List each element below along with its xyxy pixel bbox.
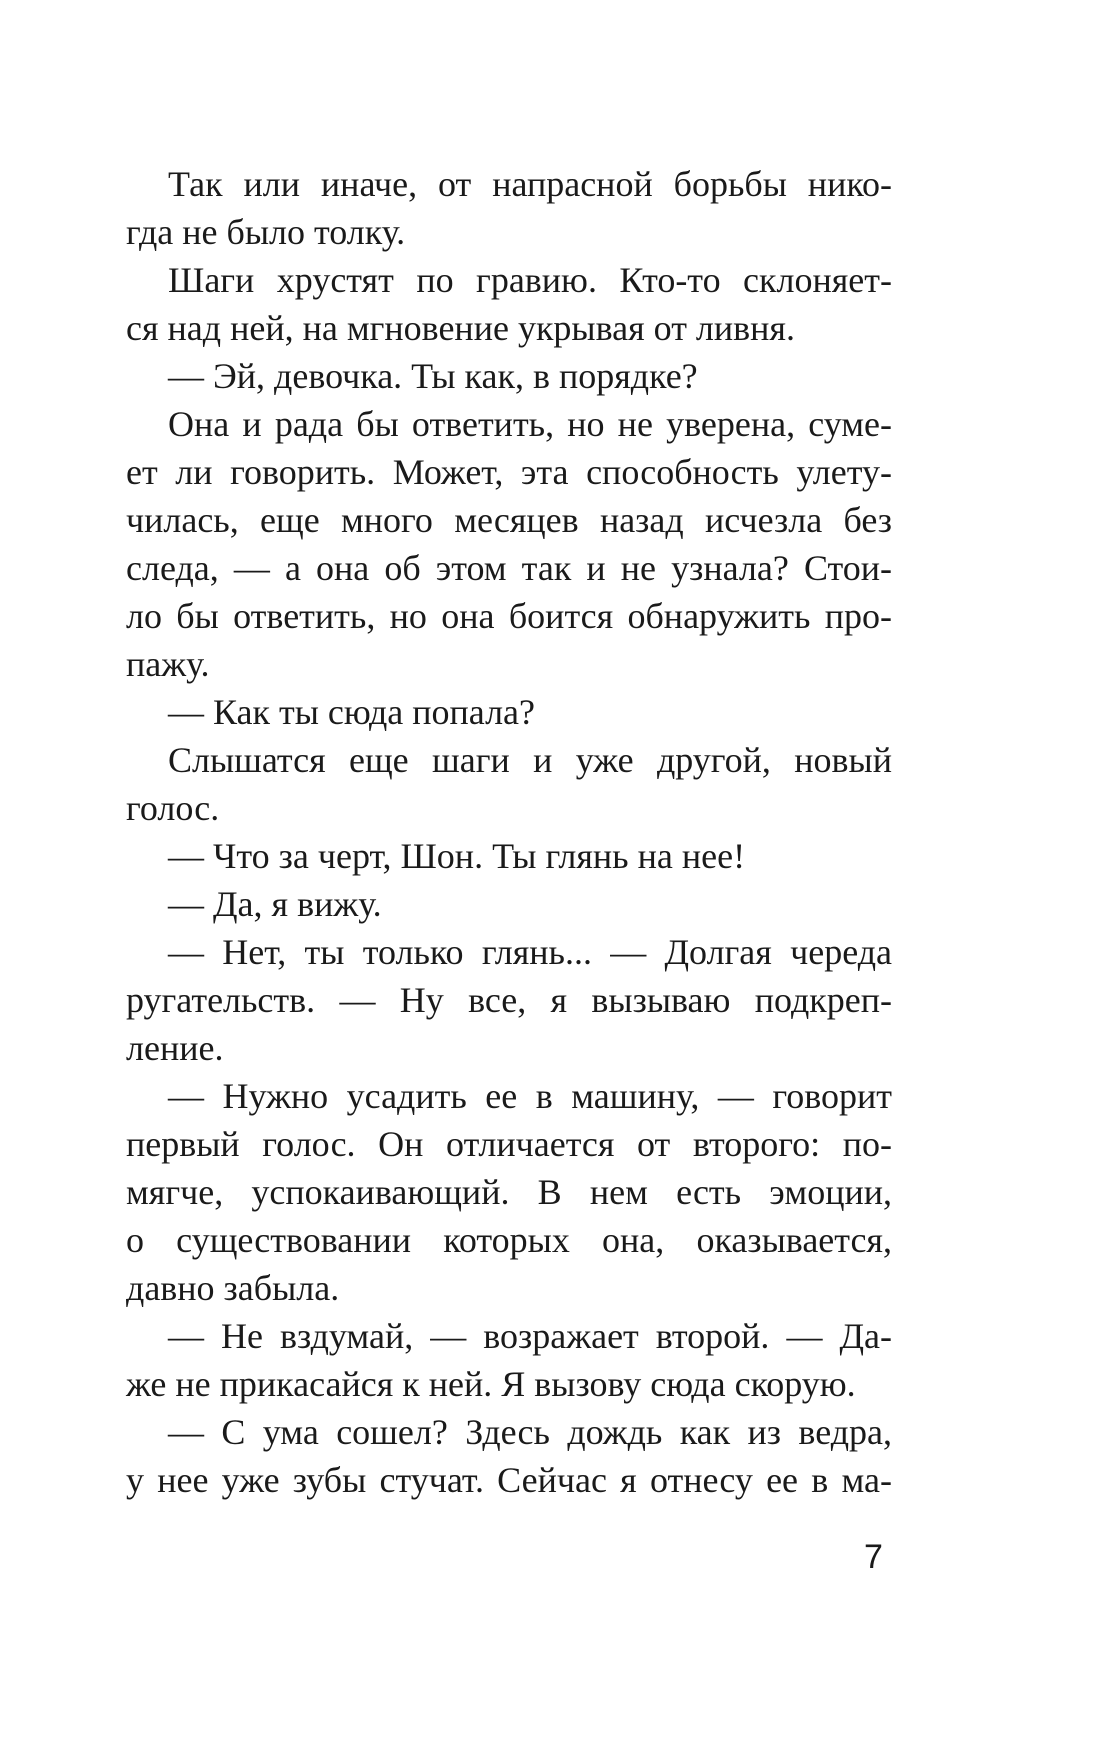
text-line: пажу. bbox=[126, 644, 210, 684]
page-number: 7 bbox=[864, 1538, 883, 1576]
text-line: о существовании которых она, оказывается, bbox=[126, 1220, 892, 1260]
text-line: же не прикасайся к ней. Я вызову сюда скорую. bbox=[126, 1364, 856, 1404]
text-line: — Да, я вижу. bbox=[168, 884, 382, 924]
text-line: следа, — а она об этом так и не узнала? Стои- bbox=[126, 548, 892, 588]
text-line: — С ума сошел? Здесь дождь как из ведра, bbox=[168, 1412, 892, 1452]
text-line: ругательств. — Ну все, я вызываю подкреп- bbox=[126, 980, 892, 1020]
text-line: — Не вздумай, — возражает второй. — Да- bbox=[168, 1316, 892, 1356]
text-line: — Нужно усадить ее в машину, — говорит bbox=[168, 1076, 892, 1116]
text-line: гда не было толку. bbox=[126, 212, 406, 252]
text-line: давно забыла. bbox=[126, 1268, 340, 1308]
text-line: Шаги хрустят по гравию. Кто-то склоняет- bbox=[168, 260, 892, 300]
text-line: Она и рада бы ответить, но не уверена, суме- bbox=[168, 404, 892, 444]
text-line: — Как ты сюда попала? bbox=[168, 692, 536, 732]
text-line: ся над ней, на мгновение укрывая от ливня. bbox=[126, 308, 795, 348]
text-line: ление. bbox=[126, 1028, 224, 1068]
text-line: — Что за черт, Шон. Ты глянь на нее! bbox=[168, 836, 746, 876]
text-line: Так или иначе, от напрасной борьбы нико- bbox=[168, 164, 892, 204]
text-line: — Нет, ты только глянь... — Долгая череда bbox=[168, 932, 892, 972]
body-text bbox=[126, 160, 892, 1504]
text-line: первый голос. Он отличается от второго: по- bbox=[126, 1124, 892, 1164]
text-line: у нее уже зубы стучат. Сейчас я отнесу ее в ма- bbox=[126, 1460, 892, 1500]
text-line: ет ли говорить. Может, эта способность улету- bbox=[126, 452, 892, 492]
text-line: ло бы ответить, но она боится обнаружить про- bbox=[126, 596, 892, 636]
text-line: Слышатся еще шаги и уже другой, новый bbox=[168, 740, 892, 780]
text-line: чилась, еще много месяцев назад исчезла без bbox=[126, 500, 892, 540]
text-line: голос. bbox=[126, 788, 220, 828]
text-line: — Эй, девочка. Ты как, в порядке? bbox=[168, 356, 698, 396]
text-line: мягче, успокаивающий. В нем есть эмоции, bbox=[126, 1172, 892, 1212]
